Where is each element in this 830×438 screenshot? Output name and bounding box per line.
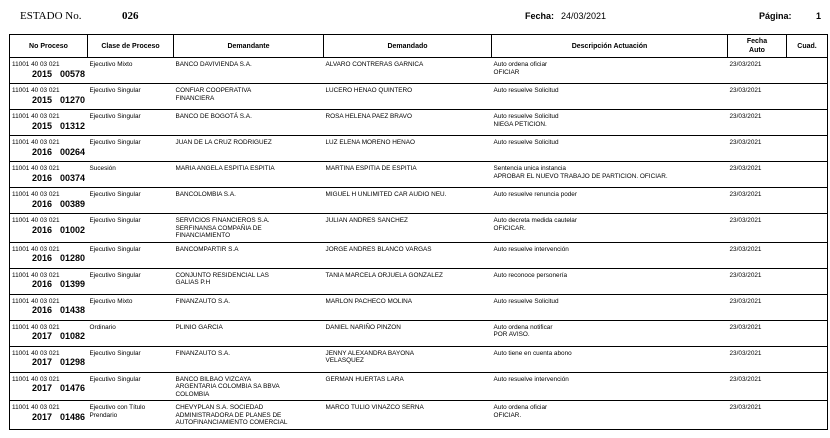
col-header-fecha-line2: Auto: [749, 47, 765, 54]
table-row: [10, 162, 828, 188]
cell-descripcion: Auto resuelve intervención: [492, 372, 728, 401]
col-header-no-proceso: No Proceso: [10, 35, 88, 58]
proceso-codigo: 11001 40 03 021: [12, 297, 60, 305]
proceso-anio: 2017: [32, 383, 53, 393]
col-header-fecha-auto: [728, 35, 787, 58]
proceso-numero: [12, 199, 86, 210]
cell-descripcion: Auto resuelve Solicitud: [492, 294, 728, 320]
cell-cuad: [787, 110, 828, 136]
cell-cuad: [787, 346, 828, 372]
cell-no-proceso: [10, 188, 88, 214]
cell-fecha-auto: 23/03/2021: [728, 136, 787, 162]
cell-fecha-auto: 23/03/2021: [728, 58, 787, 84]
proceso-radicado: 01312: [60, 120, 86, 131]
proceso-numero: [12, 225, 86, 236]
cell-clase: Ejecutivo Mixto: [88, 58, 174, 84]
proceso-radicado: 01399: [60, 279, 86, 289]
cell-demandante: BANCO DAVIVIENDA S.A.: [174, 58, 324, 84]
cell-cuad: [787, 401, 828, 430]
table-row: [10, 401, 828, 430]
proceso-radicado: 00578: [60, 68, 86, 79]
proceso-codigo: 11001 40 03 021: [12, 191, 60, 198]
proceso-numero: [12, 383, 86, 394]
proceso-numero: [12, 95, 86, 106]
table-row: [10, 320, 828, 346]
proceso-radicado: 01270: [60, 94, 86, 105]
proceso-numero: [12, 357, 86, 368]
proceso-codigo: 11001 40 03 021: [12, 323, 60, 331]
table-row: [10, 268, 828, 294]
cell-demandante: FINANZAUTO S.A.: [174, 346, 324, 372]
cell-clase: Ejecutivo Singular: [88, 84, 174, 110]
cell-cuad: [787, 214, 828, 243]
cell-demandado: ROSA HELENA PAEZ BRAVO: [324, 110, 492, 136]
proceso-codigo: 11001 40 03 021: [12, 375, 60, 383]
cell-demandante: CONJUNTO RESIDENCIAL LAS GALIAS P.H: [174, 268, 324, 294]
cell-descripcion: Auto resuelve intervención: [492, 242, 728, 268]
cell-clase: Ejecutivo Singular: [88, 110, 174, 136]
cell-no-proceso: [10, 110, 88, 136]
cell-cuad: [787, 162, 828, 188]
proceso-anio: 2016: [32, 305, 53, 315]
pagina-value: 1: [816, 11, 822, 21]
cell-demandante: BANCO BILBAO VIZCAYA ARGENTARIA COLOMBIA SA BBVA COLOMBIA: [174, 372, 324, 401]
cell-no-proceso: [10, 136, 88, 162]
table-header-row: [10, 35, 828, 58]
cell-clase: Ejecutivo con Título Prendario: [88, 401, 174, 430]
table-row: [10, 346, 828, 372]
cell-no-proceso: [10, 84, 88, 110]
cell-fecha-auto: 23/03/2021: [728, 214, 787, 243]
proceso-numero: [12, 305, 86, 316]
cell-demandado: GERMAN HUERTAS LARA: [324, 372, 492, 401]
cell-demandante: FINANZAUTO S.A.: [174, 294, 324, 320]
cell-no-proceso: [10, 401, 88, 430]
table-row: [10, 58, 828, 84]
cell-descripcion: Auto tiene en cuenta abono: [492, 346, 728, 372]
cell-cuad: [787, 294, 828, 320]
table-row: [10, 214, 828, 243]
cell-clase: Ejecutivo Singular: [88, 372, 174, 401]
cell-demandado: MIGUEL H UNLIMITED CAR AUDIO NEU.: [324, 188, 492, 214]
estado-number: 026: [122, 10, 139, 22]
cell-no-proceso: [10, 58, 88, 84]
cell-demandado: LUZ ELENA MORENO HENAO: [324, 136, 492, 162]
table-body: [10, 58, 828, 430]
proceso-radicado: 01298: [60, 357, 86, 367]
cell-demandante: MARIA ANGELA ESPITIA ESPITIA: [174, 162, 324, 188]
proceso-numero: [12, 147, 86, 158]
table-row: [10, 372, 828, 401]
cell-demandante: PLINIO GARCIA: [174, 320, 324, 346]
proceso-anio: 2016: [32, 224, 53, 235]
proceso-anio: 2017: [32, 357, 53, 367]
proceso-codigo: 11001 40 03 021: [12, 349, 60, 357]
cell-no-proceso: [10, 242, 88, 268]
cell-cuad: [787, 268, 828, 294]
cell-descripcion: Auto ordena notificar POR AVISO.: [492, 320, 728, 346]
cell-demandante: BANCOLOMBIA S.A.: [174, 188, 324, 214]
proceso-anio: 2016: [32, 146, 53, 157]
cell-no-proceso: [10, 268, 88, 294]
cell-no-proceso: [10, 294, 88, 320]
cell-fecha-auto: 23/03/2021: [728, 188, 787, 214]
cell-fecha-auto: 23/03/2021: [728, 346, 787, 372]
cell-demandado: JORGE ANDRES BLANCO VARGAS: [324, 242, 492, 268]
proceso-anio: 2015: [32, 94, 53, 105]
cell-descripcion: Auto ordena oficiar OFICIAR: [492, 58, 728, 84]
proceso-numero: [12, 331, 86, 342]
cell-demandante: CONFIAR COOPERATIVA FINANCIERA: [174, 84, 324, 110]
proceso-anio: 2016: [32, 253, 53, 263]
proceso-radicado: 01082: [60, 331, 86, 341]
cell-demandado: TANIA MARCELA ORJUELA GONZALEZ: [324, 268, 492, 294]
cell-fecha-auto: 23/03/2021: [728, 372, 787, 401]
col-header-demandante: Demandante: [174, 35, 324, 58]
proceso-numero: [12, 412, 86, 423]
proceso-codigo: 11001 40 03 021: [12, 404, 60, 411]
cell-demandado: MARCO TULIO VINAZCO SERNA: [324, 401, 492, 430]
proceso-radicado: 01486: [60, 411, 86, 422]
col-header-cuad: Cuad.: [787, 35, 828, 58]
proceso-radicado: 01476: [60, 383, 86, 393]
cell-cuad: [787, 136, 828, 162]
cell-descripcion: Sentencia unica instancia APROBAR EL NUEVO TRABAJO DE PARTICION. OFICIAR.: [492, 162, 728, 188]
proceso-codigo: 11001 40 03 021: [12, 245, 60, 253]
cell-clase: Ejecutivo Singular: [88, 242, 174, 268]
pagina-label: Página:: [759, 11, 792, 21]
proceso-radicado: 01280: [60, 253, 86, 263]
table-row: [10, 84, 828, 110]
cell-fecha-auto: 23/03/2021: [728, 401, 787, 430]
actuaciones-table: [9, 34, 828, 430]
cell-cuad: [787, 372, 828, 401]
col-header-fecha-line1: Fecha: [746, 38, 768, 45]
cell-fecha-auto: 23/03/2021: [728, 110, 787, 136]
cell-demandado: JULIAN ANDRES SANCHEZ: [324, 214, 492, 243]
table-row: [10, 110, 828, 136]
col-header-descripcion: Descripción Actuación: [492, 35, 728, 58]
proceso-radicado: 00264: [60, 146, 86, 157]
cell-descripcion: Auto resuelve Solicitud: [492, 84, 728, 110]
cell-demandante: SERVICIOS FINANCIEROS S.A. SERFINANSA COMPAÑIA DE FINANCIAMIENTO: [174, 214, 324, 243]
proceso-codigo: 11001 40 03 021: [12, 217, 60, 224]
proceso-anio: 2017: [32, 331, 53, 341]
cell-fecha-auto: 23/03/2021: [728, 320, 787, 346]
cell-cuad: [787, 320, 828, 346]
fecha-value: 24/03/2021: [561, 11, 607, 21]
cell-demandado: JENNY ALEXANDRA BAYONA VELASQUEZ: [324, 346, 492, 372]
proceso-numero: [12, 253, 86, 264]
proceso-numero: [12, 279, 86, 290]
cell-no-proceso: [10, 320, 88, 346]
cell-descripcion: Auto resuelve Solicitud NIEGA PETICION.: [492, 110, 728, 136]
proceso-anio: 2016: [32, 279, 53, 289]
cell-clase: Ejecutivo Singular: [88, 268, 174, 294]
cell-fecha-auto: 23/03/2021: [728, 162, 787, 188]
cell-no-proceso: [10, 372, 88, 401]
cell-clase: Ejecutivo Singular: [88, 346, 174, 372]
proceso-codigo: 11001 40 03 021: [12, 139, 60, 146]
cell-clase: Ordinario: [88, 320, 174, 346]
cell-cuad: [787, 84, 828, 110]
cell-clase: Ejecutivo Singular: [88, 214, 174, 243]
proceso-codigo: 11001 40 03 021: [12, 87, 60, 94]
cell-cuad: [787, 242, 828, 268]
cell-demandante: JUAN DE LA CRUZ RODRIGUEZ: [174, 136, 324, 162]
proceso-codigo: 11001 40 03 021: [12, 113, 60, 120]
proceso-radicado: 01438: [60, 305, 86, 315]
proceso-radicado: 00389: [60, 198, 86, 209]
proceso-anio: 2015: [32, 68, 53, 79]
cell-demandado: ALVARO CONTRERAS GARNICA: [324, 58, 492, 84]
col-header-demandado: Demandado: [324, 35, 492, 58]
cell-fecha-auto: 23/03/2021: [728, 268, 787, 294]
cell-no-proceso: [10, 346, 88, 372]
cell-demandante: BANCOMPARTIR S.A: [174, 242, 324, 268]
proceso-codigo: 11001 40 03 021: [12, 271, 60, 279]
cell-demandante: CHEVYPLAN S.A. SOCIEDAD ADMINISTRADORA DE PLANES DE AUTOFINANCIAMIENTO COMERCIAL: [174, 401, 324, 430]
cell-clase: Ejecutivo Singular: [88, 136, 174, 162]
table-row: [10, 242, 828, 268]
cell-clase: Ejecutivo Singular: [88, 188, 174, 214]
fecha-label: Fecha:: [525, 11, 555, 21]
cell-fecha-auto: 23/03/2021: [728, 242, 787, 268]
cell-no-proceso: [10, 214, 88, 243]
cell-no-proceso: [10, 162, 88, 188]
proceso-anio: 2017: [32, 411, 53, 422]
col-header-clase: Clase de Proceso: [88, 35, 174, 58]
proceso-numero: [12, 69, 86, 80]
cell-cuad: [787, 188, 828, 214]
table-row: [10, 294, 828, 320]
cell-demandado: MARTINA ESPITIA DE ESPITIA: [324, 162, 492, 188]
document-header: [0, 0, 830, 30]
cell-clase: Sucesión: [88, 162, 174, 188]
cell-descripcion: Auto resuelve renuncia poder: [492, 188, 728, 214]
cell-descripcion: Auto resuelve Solicitud: [492, 136, 728, 162]
cell-cuad: [787, 58, 828, 84]
proceso-codigo: 11001 40 03 021: [12, 61, 60, 68]
table-row: [10, 136, 828, 162]
cell-fecha-auto: 23/03/2021: [728, 84, 787, 110]
proceso-anio: 2015: [32, 120, 53, 131]
cell-demandante: BANCO DE BOGOTÁ S.A.: [174, 110, 324, 136]
proceso-radicado: 00374: [60, 172, 86, 183]
table-row: [10, 188, 828, 214]
proceso-anio: 2016: [32, 198, 53, 209]
proceso-numero: [12, 121, 86, 132]
estado-label: ESTADO No.: [20, 10, 82, 22]
cell-demandado: LUCERO HENAO QUINTERO: [324, 84, 492, 110]
cell-demandado: MARLON PACHECO MOLINA: [324, 294, 492, 320]
proceso-numero: [12, 173, 86, 184]
proceso-radicado: 01002: [60, 224, 86, 235]
proceso-anio: 2016: [32, 172, 53, 183]
cell-demandado: DANIEL NARIÑO PINZON: [324, 320, 492, 346]
cell-descripcion: Auto ordena oficiar OFICIAR.: [492, 401, 728, 430]
cell-descripcion: Auto decreta medida cautelar OFICICAR.: [492, 214, 728, 243]
cell-clase: Ejecutivo Mixto: [88, 294, 174, 320]
cell-descripcion: Auto reconoce personería: [492, 268, 728, 294]
proceso-codigo: 11001 40 03 021: [12, 165, 60, 172]
cell-fecha-auto: 23/03/2021: [728, 294, 787, 320]
